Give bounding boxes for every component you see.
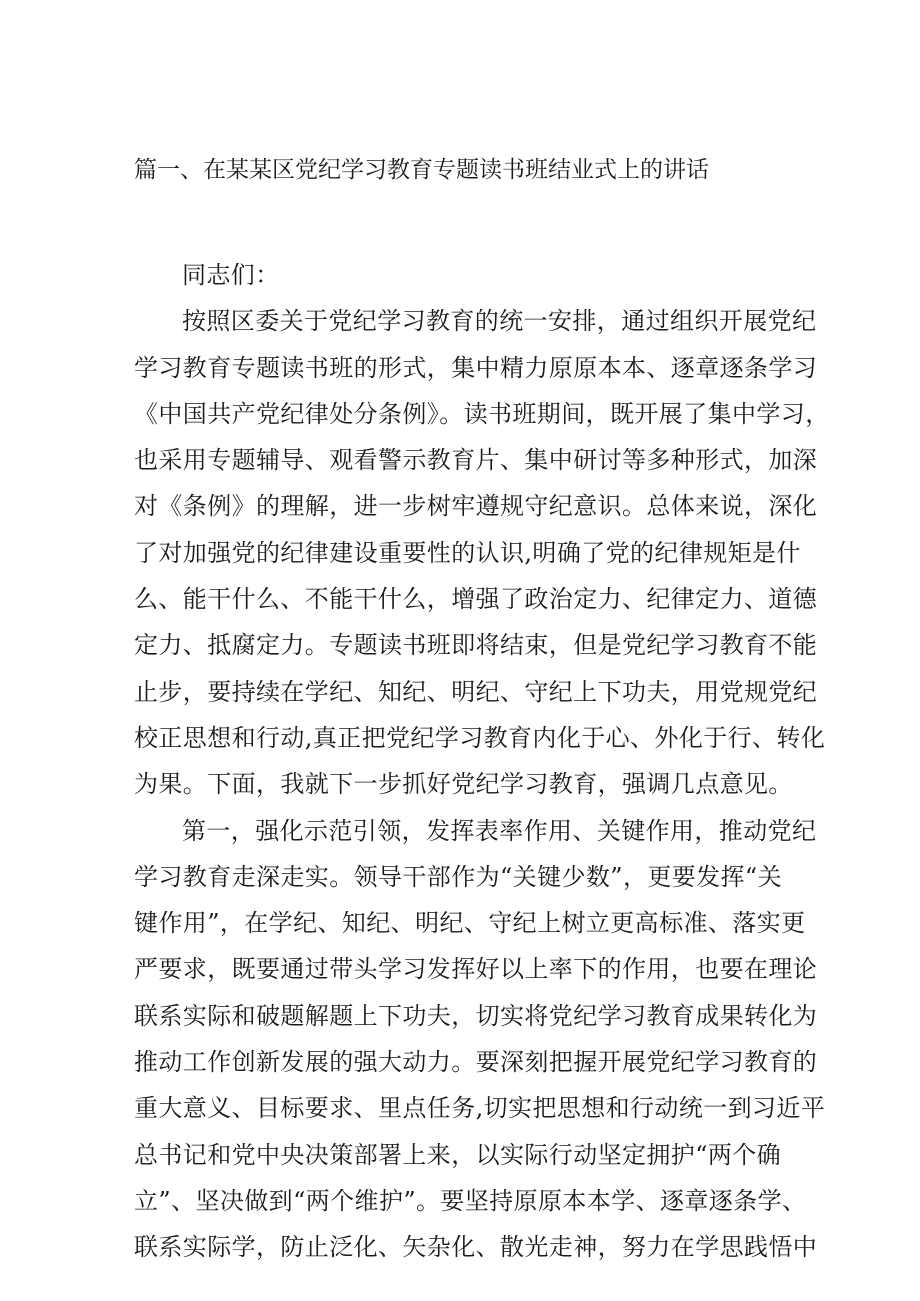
text-line: 为果。下面，我就下一步抓好党纪学习教育，强调几点意见。 (134, 770, 793, 799)
text-line: 对《条例》的理解，进一步树牢遵规守纪意识。总体来说，深化 (134, 492, 818, 521)
text-line: 重大意义、目标要求、里点任务,切实把思想和行动统一到习近平 (134, 1094, 826, 1123)
text-line: 键作用”，在学纪、知纪、明纪、守纪上树立更高标准、落实更 (134, 909, 806, 938)
text-line: 止步，要持续在学纪、知纪、明纪、守纪上下功夫，用党规党纪 (134, 677, 818, 706)
text-line: 校正思想和行动,真正把党纪学习教育内化于心、外化于行、转化 (134, 723, 826, 752)
paragraph-2 (134, 808, 826, 1271)
text-line: 按照区委关于党纪学习教育的统一安排，通过组织开展党纪 (182, 307, 817, 336)
text-line: 定力、抵腐定力。专题读书班即将结束，但是党纪学习教育不能 (134, 631, 818, 660)
document-title: 篇一、在某某区党纪学习教育专题读书班结业式上的讲话 (134, 157, 709, 183)
text-line: 学习教育专题读书班的形式，集中精力原原本本、逐章逐条学习 (134, 353, 818, 382)
text-line: 第一，强化示范引领，发挥表率作用、关键作用，推动党纪 (182, 816, 817, 845)
text-line: 推动工作创新发展的强大动力。要深刻把握开展党纪学习教育的 (134, 1048, 818, 1077)
text-line: 立”、坚决做到“两个维护”。要坚持原原本本学、逐章逐条学、 (134, 1186, 807, 1215)
text-line: 联系实际学，防止泛化、矢杂化、散光走神，努力在学思践悟中 (134, 1233, 818, 1262)
greeting: 同志们： (182, 261, 280, 289)
text-line: 联系实际和破题解题上下功夫，切实将党纪学习教育成果转化为 (134, 1001, 818, 1030)
text-line: 总书记和党中央决策部署上来，以实际行动坚定拥护“两个确 (134, 1140, 782, 1169)
text-line: 么、能干什么、不能干什么，增强了政治定力、纪律定力、道德 (134, 585, 818, 614)
document-body (134, 252, 830, 1271)
text-line: 了对加强党的纪律建设重要性的认识,明确了党的纪律规矩是什 (134, 538, 801, 567)
text-line: 也采用专题辅导、观看警示教育片、集中研讨等多种形式，加深 (134, 446, 818, 475)
text-line: 学习教育走深走实。领导干部作为“关键少数”，更要发挥“关 (134, 862, 783, 891)
text-line: 严要求，既要通过带头学习发挥好以上率下的作用，也要在理论 (134, 955, 818, 984)
paragraph-1 (134, 298, 830, 807)
text-line: 《中国共产党纪律处分条例》。读书班期间，既开展了集中学习， (134, 399, 830, 428)
